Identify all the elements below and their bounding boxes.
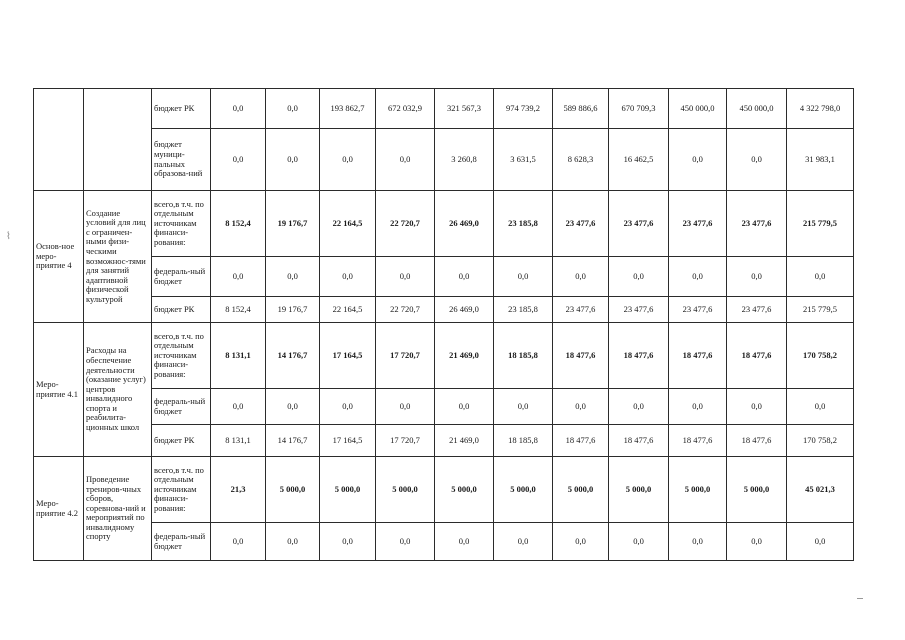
- value-cell: 974 739,2: [494, 89, 553, 129]
- funding-source-cell: бюджет РК: [152, 89, 211, 129]
- value-cell: 23 477,6: [553, 297, 609, 323]
- value-cell: 0,0: [553, 389, 609, 425]
- funding-source-cell: федераль-ный бюджет: [152, 257, 211, 297]
- value-cell: 18 185,8: [494, 425, 553, 457]
- value-cell: 0,0: [320, 389, 376, 425]
- funding-source-cell: всего,в т.ч. по отдельным источникам финанси-рования:: [152, 191, 211, 257]
- value-cell: 8 131,1: [211, 323, 266, 389]
- measure-name-cell: Создание условий для лиц с ограничен-ными физи-ческими возможнос-тями для занятий адаптивной физической культурой: [84, 191, 152, 323]
- measure-label-cell: Меро-приятие 4.1: [34, 323, 84, 457]
- value-cell: 21 469,0: [435, 425, 494, 457]
- value-cell: 215 779,5: [787, 191, 854, 257]
- funding-source-cell: бюджет РК: [152, 297, 211, 323]
- value-cell: 0,0: [669, 523, 727, 561]
- funding-source-cell: федераль-ный бюджет: [152, 523, 211, 561]
- value-cell: 5 000,0: [435, 457, 494, 523]
- funding-source-cell: бюджет муници-пальных образова-ний: [152, 129, 211, 191]
- value-cell: 0,0: [727, 389, 787, 425]
- value-cell: 0,0: [787, 257, 854, 297]
- value-cell: 0,0: [376, 129, 435, 191]
- table-row: [34, 523, 854, 561]
- value-cell: 0,0: [787, 389, 854, 425]
- table-row: [34, 323, 854, 389]
- value-cell: 0,0: [211, 89, 266, 129]
- value-cell: 0,0: [435, 257, 494, 297]
- value-cell: 0,0: [320, 523, 376, 561]
- value-cell: 0,0: [211, 129, 266, 191]
- measure-name-cell: [84, 89, 152, 191]
- value-cell: 0,0: [266, 89, 320, 129]
- margin-mark-icon: ⌇: [6, 231, 11, 242]
- value-cell: 0,0: [266, 389, 320, 425]
- value-cell: 0,0: [266, 129, 320, 191]
- value-cell: 8 628,3: [553, 129, 609, 191]
- value-cell: 18 477,6: [669, 425, 727, 457]
- value-cell: 0,0: [320, 129, 376, 191]
- budget-table: [33, 88, 854, 561]
- value-cell: 5 000,0: [266, 457, 320, 523]
- value-cell: 23 477,6: [727, 191, 787, 257]
- value-cell: 23 477,6: [669, 297, 727, 323]
- value-cell: 0,0: [494, 389, 553, 425]
- value-cell: 23 185,8: [494, 297, 553, 323]
- measure-label-cell: [34, 89, 84, 191]
- value-cell: 8 152,4: [211, 297, 266, 323]
- value-cell: 321 567,3: [435, 89, 494, 129]
- value-cell: 18 477,6: [609, 425, 669, 457]
- value-cell: 16 462,5: [609, 129, 669, 191]
- value-cell: 0,0: [609, 523, 669, 561]
- value-cell: 5 000,0: [553, 457, 609, 523]
- value-cell: 22 164,5: [320, 191, 376, 257]
- value-cell: 5 000,0: [494, 457, 553, 523]
- value-cell: 0,0: [376, 523, 435, 561]
- value-cell: 0,0: [553, 257, 609, 297]
- value-cell: 193 862,7: [320, 89, 376, 129]
- value-cell: 0,0: [211, 257, 266, 297]
- value-cell: 0,0: [211, 523, 266, 561]
- value-cell: 0,0: [609, 389, 669, 425]
- table-row: [34, 257, 854, 297]
- value-cell: 0,0: [435, 523, 494, 561]
- value-cell: 26 469,0: [435, 191, 494, 257]
- value-cell: 18 185,8: [494, 323, 553, 389]
- scan-speck-icon: [857, 598, 863, 599]
- value-cell: 670 709,3: [609, 89, 669, 129]
- value-cell: 170 758,2: [787, 323, 854, 389]
- value-cell: 23 477,6: [609, 191, 669, 257]
- value-cell: 5 000,0: [609, 457, 669, 523]
- value-cell: 21,3: [211, 457, 266, 523]
- value-cell: 5 000,0: [376, 457, 435, 523]
- value-cell: 3 631,5: [494, 129, 553, 191]
- value-cell: 23 477,6: [669, 191, 727, 257]
- value-cell: 17 164,5: [320, 323, 376, 389]
- table-row: [34, 297, 854, 323]
- measure-label-cell: Основ-ное меро-приятие 4: [34, 191, 84, 323]
- value-cell: 0,0: [211, 389, 266, 425]
- table-row: [34, 457, 854, 523]
- value-cell: 22 720,7: [376, 297, 435, 323]
- value-cell: 18 477,6: [609, 323, 669, 389]
- value-cell: 0,0: [669, 257, 727, 297]
- value-cell: 22 164,5: [320, 297, 376, 323]
- value-cell: 23 477,6: [609, 297, 669, 323]
- value-cell: 0,0: [669, 129, 727, 191]
- value-cell: 18 477,6: [553, 425, 609, 457]
- table-row: [34, 191, 854, 257]
- value-cell: 4 322 798,0: [787, 89, 854, 129]
- value-cell: 5 000,0: [320, 457, 376, 523]
- value-cell: 5 000,0: [669, 457, 727, 523]
- value-cell: 14 176,7: [266, 323, 320, 389]
- value-cell: 22 720,7: [376, 191, 435, 257]
- table-row: [34, 389, 854, 425]
- value-cell: 18 477,6: [727, 323, 787, 389]
- value-cell: 0,0: [787, 523, 854, 561]
- value-cell: 0,0: [266, 523, 320, 561]
- value-cell: 17 720,7: [376, 425, 435, 457]
- value-cell: 3 260,8: [435, 129, 494, 191]
- value-cell: 45 021,3: [787, 457, 854, 523]
- value-cell: 17 164,5: [320, 425, 376, 457]
- table-row: [34, 129, 854, 191]
- value-cell: 589 886,6: [553, 89, 609, 129]
- value-cell: 23 477,6: [553, 191, 609, 257]
- value-cell: 5 000,0: [727, 457, 787, 523]
- value-cell: 0,0: [494, 523, 553, 561]
- table-row: [34, 425, 854, 457]
- value-cell: 18 477,6: [669, 323, 727, 389]
- value-cell: 450 000,0: [669, 89, 727, 129]
- value-cell: 21 469,0: [435, 323, 494, 389]
- value-cell: 8 152,4: [211, 191, 266, 257]
- value-cell: 31 983,1: [787, 129, 854, 191]
- value-cell: 0,0: [727, 523, 787, 561]
- measure-label-cell: Меро-приятие 4.2: [34, 457, 84, 561]
- value-cell: 0,0: [320, 257, 376, 297]
- value-cell: 0,0: [376, 389, 435, 425]
- value-cell: 23 185,8: [494, 191, 553, 257]
- value-cell: 19 176,7: [266, 191, 320, 257]
- value-cell: 0,0: [727, 257, 787, 297]
- measure-name-cell: Проведение трениров-чных сборов, соревнова-ний и мероприятий по инвалидному спорту: [84, 457, 152, 561]
- measure-name-cell: Расходы на обеспечение деятельности (оказание услуг) центров инвалидного спорта и реабилита-ционных школ: [84, 323, 152, 457]
- funding-source-cell: всего,в т.ч. по отдельным источникам финанси-рования:: [152, 457, 211, 523]
- funding-source-cell: всего,в т.ч. по отдельным источникам финанси-рования:: [152, 323, 211, 389]
- value-cell: 0,0: [435, 389, 494, 425]
- value-cell: 215 779,5: [787, 297, 854, 323]
- value-cell: 0,0: [669, 389, 727, 425]
- value-cell: 0,0: [727, 129, 787, 191]
- value-cell: 450 000,0: [727, 89, 787, 129]
- value-cell: 18 477,6: [553, 323, 609, 389]
- value-cell: 0,0: [553, 523, 609, 561]
- table-row: [34, 89, 854, 129]
- funding-source-cell: федераль-ный бюджет: [152, 389, 211, 425]
- value-cell: 170 758,2: [787, 425, 854, 457]
- value-cell: 0,0: [494, 257, 553, 297]
- value-cell: 17 720,7: [376, 323, 435, 389]
- value-cell: 0,0: [266, 257, 320, 297]
- value-cell: 8 131,1: [211, 425, 266, 457]
- value-cell: 26 469,0: [435, 297, 494, 323]
- funding-source-cell: бюджет РК: [152, 425, 211, 457]
- value-cell: 0,0: [376, 257, 435, 297]
- value-cell: 23 477,6: [727, 297, 787, 323]
- budget-table-body: [34, 89, 854, 561]
- value-cell: 19 176,7: [266, 297, 320, 323]
- value-cell: 0,0: [609, 257, 669, 297]
- value-cell: 672 032,9: [376, 89, 435, 129]
- value-cell: 14 176,7: [266, 425, 320, 457]
- value-cell: 18 477,6: [727, 425, 787, 457]
